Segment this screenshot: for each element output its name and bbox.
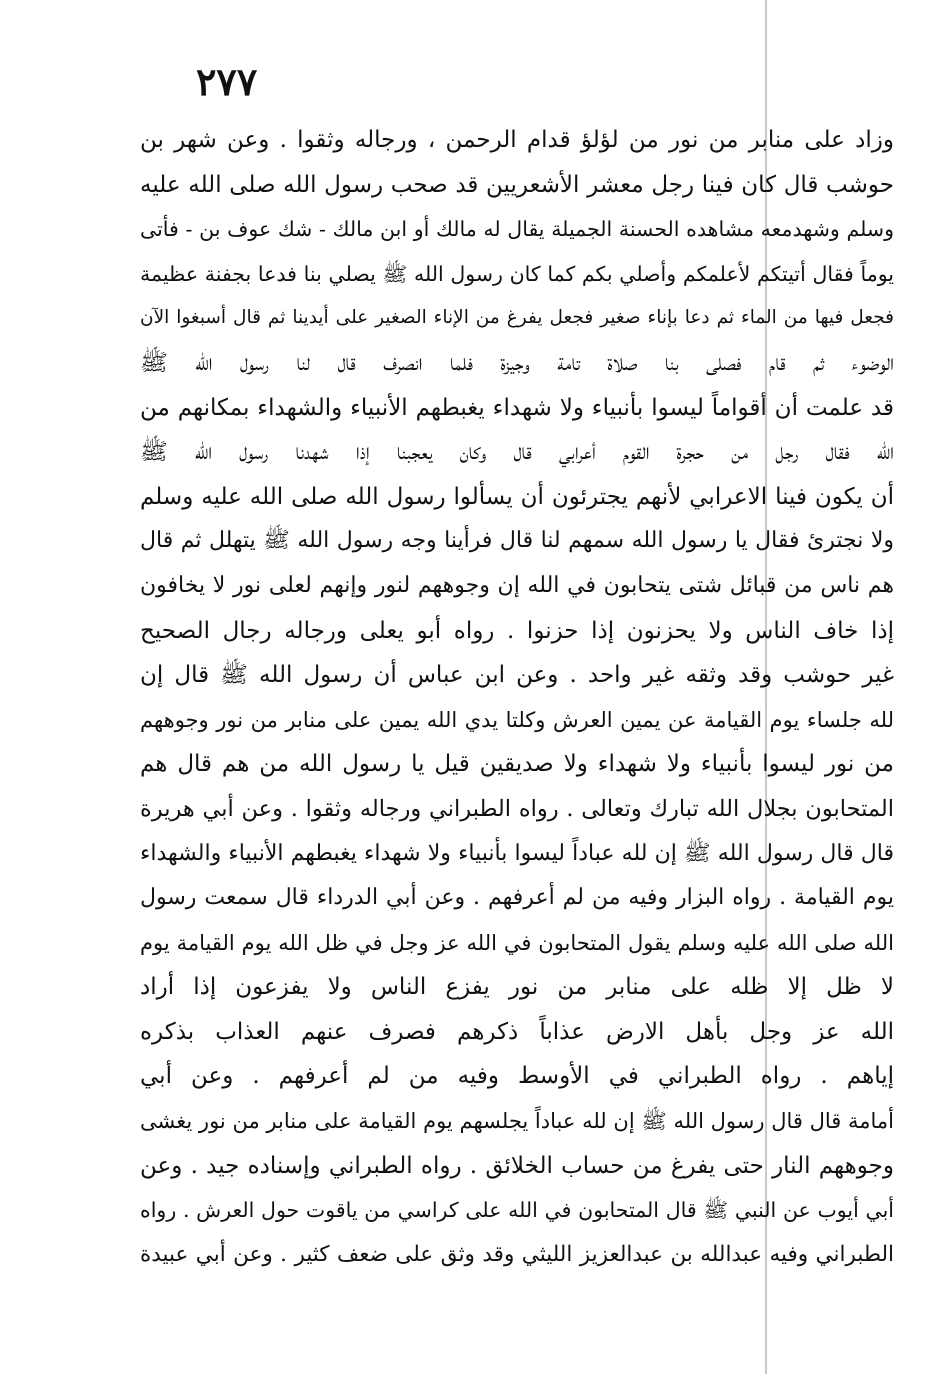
text-line: الله صلى الله عليه وسلم يقول المتحابون في الله عز وجل في ظل الله يوم القيامة يوم bbox=[140, 930, 894, 955]
page-number: ٢٧٧ bbox=[196, 59, 258, 104]
text-line: غير حوشب وقد وثقه غير واحد . وعن ابن عباس أن رسول الله ﷺ قال إن bbox=[140, 662, 894, 689]
text-line: يوم القيامة . رواه البزار وفيه من لم أعرفهم . وعن أبي الدرداء قال سمعت رسول bbox=[140, 885, 894, 911]
text-line: وسلم وشهدمعه مشاهده الحسنة الجميلة يقال له مالك أو ابن مالك - شك عوف بن - فأتى bbox=[140, 217, 894, 242]
text-line: لا ظل إلا ظله على منابر من نور يفزع الناس ولا يفزعون إذا أراد bbox=[140, 974, 894, 1001]
text-line: الوضوء ثم قام فصلى بنا صلاة تامة وجيزة فلما انصرف قال لنا رسول الله ﷺ bbox=[140, 349, 894, 376]
text-line: إياهم . رواه الطبراني في الأوسط وفيه من لم أعرفهم . وعن أبي bbox=[140, 1063, 894, 1090]
text-line: أمامة قال قال رسول الله ﷺ إن لله عباداً يجلسهم يوم القيامة على منابر من نور يغشى bbox=[140, 1109, 894, 1134]
text-line: قد علمت أن أقواماً ليسوا بأنبياء ولا شهداء يغبطهم الأنبياء والشهداء بمكانهم من bbox=[140, 394, 894, 421]
text-line: إذا خاف الناس ولا يحزنون إذا حزنوا . رواه أبو يعلى ورجاله رجال الصحيح bbox=[140, 617, 894, 644]
text-line: فجعل فيها من الماء ثم دعا بإناء صغير فجعل يفرغ من الإناء الصغير على أيدينا ثم قال أسبغوا الآن bbox=[140, 307, 894, 329]
text-line: المتحابون بجلال الله تبارك وتعالى . رواه الطبراني ورجاله وثقوا . وعن أبي هريرة bbox=[140, 795, 894, 822]
body-text bbox=[140, 118, 894, 1277]
text-line: الله عز وجل بأهل الارض عذاباً ذكرهم فصرف عنهم العذاب بذكره bbox=[140, 1018, 894, 1045]
text-line: لله جلساء يوم القيامة عن يمين العرش وكلتا يدي الله يمين على منابر من نور وجوههم bbox=[140, 707, 894, 732]
text-line: حوشب قال كان فينا رجل معشر الأشعريين قد صحب رسول الله صلى الله عليه bbox=[140, 171, 894, 198]
text-line: الطبراني وفيه عبدالله بن عبدالعزيز الليثي وقد وثق على ضعف كثير . وعن أبي عبيدة bbox=[140, 1241, 894, 1267]
text-line: هم ناس من قبائل شتى يتحابون في الله إن وجوههم لنور وإنهم لعلى نور لا يخافون bbox=[140, 572, 894, 598]
text-line: يوماً فقال أتيتكم لأعلمكم وأصلي بكم كما كان رسول الله ﷺ يصلي بنا فدعا بجفنة عظيمة bbox=[140, 261, 894, 286]
text-line: أن يكون فينا الاعرابي لأنهم يجترئون أن يسألوا رسول الله صلى الله عليه وسلم bbox=[140, 483, 894, 510]
text-line: أبي أيوب عن النبي ﷺ قال المتحابون في الله على كراسي من ياقوت حول العرش . رواه bbox=[140, 1198, 894, 1223]
text-line: وجوههم النار حتى يفرغ من حساب الخلائق . رواه الطبراني وإسناده جيد . وعن bbox=[140, 1152, 894, 1179]
text-line: الله فقال رجل من حجرة القوم أعرابي قال وكان يعجبنا إذا شهدنا رسول الله ﷺ bbox=[140, 439, 894, 466]
text-line: قال قال رسول الله ﷺ إن لله عباداً ليسوا بأنبياء ولا شهداء يغبطهم الأنبياء والشهداء bbox=[140, 840, 894, 866]
text-line: من نور ليسوا بأنبياء ولا شهداء ولا صديقين قيل يا رسول الله من هم قال هم bbox=[140, 751, 894, 778]
text-line: وزاد على منابر من نور من لؤلؤ قدام الرحمن ، ورجاله وثقوا . وعن شهر بن bbox=[140, 127, 894, 153]
text-line: ولا نجترئ فقال يا رسول الله سمهم لنا قال فرأينا وجه رسول الله ﷺ يتهلل ثم قال bbox=[140, 528, 894, 554]
